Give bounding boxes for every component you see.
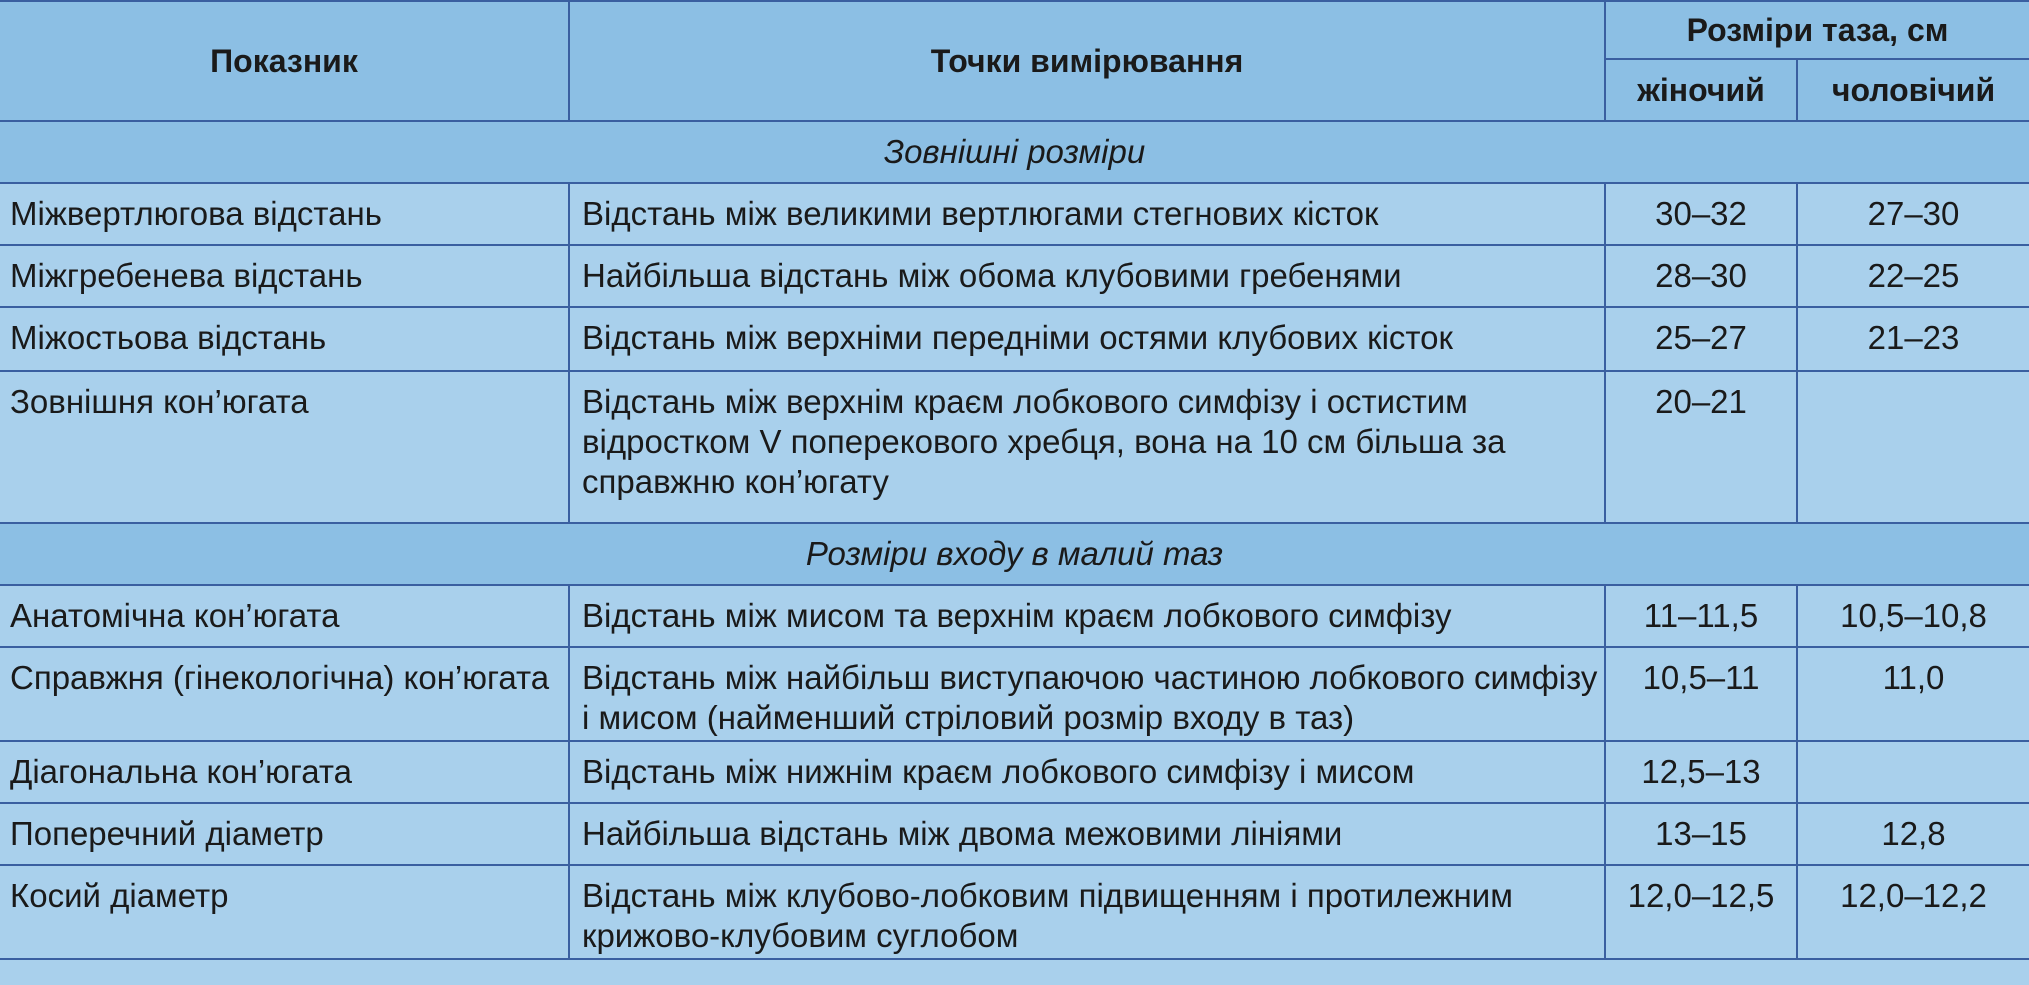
row-indicator: Справжня (гінекологічна) кон’югата	[0, 647, 569, 741]
row-indicator: Міжгребенева відстань	[0, 245, 569, 307]
row-indicator: Діагональна кон’югата	[0, 741, 569, 803]
row-female: 13–15	[1605, 803, 1797, 865]
row-points: Відстань між мисом та верхнім краєм лобкового симфізу	[569, 585, 1605, 647]
row-points: Відстань між великими вертлюгами стегнових кісток	[569, 183, 1605, 245]
table-row	[0, 803, 2029, 865]
table-row	[0, 865, 2029, 959]
row-points: Відстань між клубово-лобковим підвищенням і протилежним крижово-клубовим суглобом	[569, 865, 1605, 959]
row-points: Відстань між верхнім краєм лобкового симфізу і остистим відростком V поперекового хребця, вона на 10 см більша за справжню кон’югату	[569, 371, 1605, 523]
row-points: Відстань між верхніми передніми остями клубових кісток	[569, 307, 1605, 371]
row-points: Відстань між найбільш виступаючою частиною лобкового симфізу і мисом (найменший стріловий розмір входу в таз)	[569, 647, 1605, 741]
row-male: 12,0–12,2	[1797, 865, 2029, 959]
row-indicator: Міжвертлюгова відстань	[0, 183, 569, 245]
row-indicator: Міжостьова відстань	[0, 307, 569, 371]
row-male: 11,0	[1797, 647, 2029, 741]
row-male: 27–30	[1797, 183, 2029, 245]
row-male	[1797, 371, 2029, 523]
row-female: 30–32	[1605, 183, 1797, 245]
row-indicator: Зовнішня кон’югата	[0, 371, 569, 523]
row-female: 12,5–13	[1605, 741, 1797, 803]
header-female: жіночий	[1605, 59, 1797, 121]
header-sizes: Розміри таза, см	[1605, 1, 2029, 59]
table-row	[0, 585, 2029, 647]
header-indicator: Показник	[0, 1, 569, 121]
table-row	[0, 307, 2029, 371]
row-male: 12,8	[1797, 803, 2029, 865]
section-title-external: Зовнішні розміри	[0, 121, 2029, 183]
table-row	[0, 183, 2029, 245]
row-female: 11–11,5	[1605, 585, 1797, 647]
row-female: 20–21	[1605, 371, 1797, 523]
row-male: 22–25	[1797, 245, 2029, 307]
row-female: 25–27	[1605, 307, 1797, 371]
row-points: Найбільша відстань між двома межовими лініями	[569, 803, 1605, 865]
header-male: чоловічий	[1797, 59, 2029, 121]
table-row	[0, 245, 2029, 307]
row-points: Відстань між нижнім краєм лобкового симфізу і мисом	[569, 741, 1605, 803]
row-indicator: Косий діаметр	[0, 865, 569, 959]
section-title-inlet: Розміри входу в малий таз	[0, 523, 2029, 585]
row-indicator: Анатомічна кон’югата	[0, 585, 569, 647]
table-row	[0, 741, 2029, 803]
row-female: 12,0–12,5	[1605, 865, 1797, 959]
row-male: 21–23	[1797, 307, 2029, 371]
header-points: Точки вимірювання	[569, 1, 1605, 121]
row-female: 10,5–11	[1605, 647, 1797, 741]
row-female: 28–30	[1605, 245, 1797, 307]
row-indicator: Поперечний діаметр	[0, 803, 569, 865]
table-row	[0, 371, 2029, 523]
table-row	[0, 647, 2029, 741]
row-male: 10,5–10,8	[1797, 585, 2029, 647]
row-male	[1797, 741, 2029, 803]
row-points: Найбільша відстань між обома клубовими гребенями	[569, 245, 1605, 307]
